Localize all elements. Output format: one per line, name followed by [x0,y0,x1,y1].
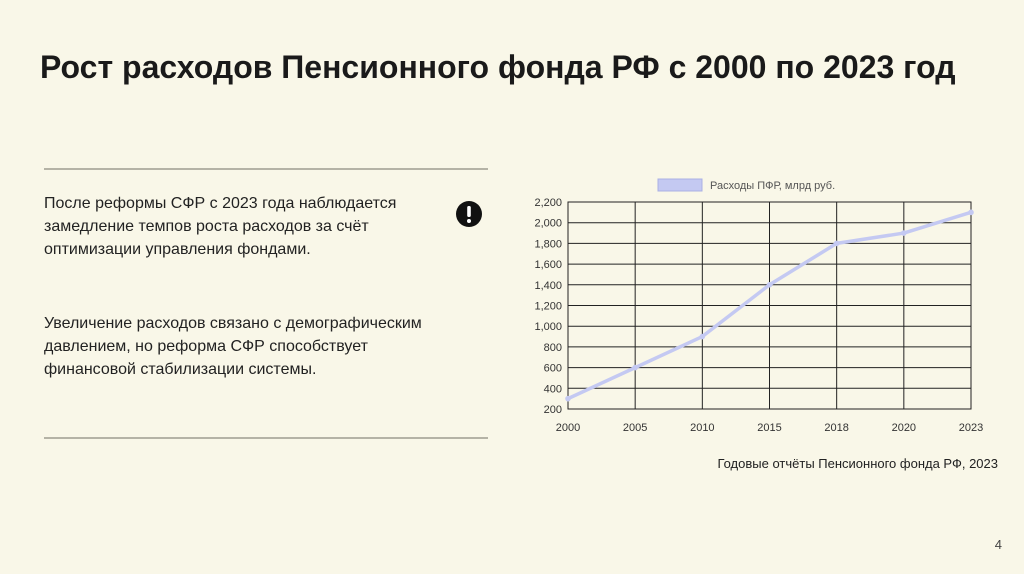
x-tick-label: 2020 [891,422,917,434]
y-tick-label: 2,200 [534,197,562,209]
line-chart [510,170,1000,442]
x-tick-label: 2005 [622,422,648,434]
x-tick-label: 2015 [757,422,782,434]
x-tick-label: 2018 [824,422,849,434]
data-point [834,241,840,247]
text-paragraph-1: После реформы СФР с 2023 года наблюдается замедление темпов роста расходов за счёт оптимизации управления фондами. [44,195,397,258]
y-tick-label: 400 [543,383,562,396]
exclamation-circle-icon [455,200,483,228]
y-tick-label: 1,200 [534,300,562,313]
data-point [565,396,571,402]
data-point [632,365,638,371]
slide-title: Рост расходов Пенсионного фонда РФ с 2000 по 2023 год [40,49,956,85]
y-tick-label: 1,400 [534,279,562,292]
legend-label: Расходы ПФР, млрд руб. [710,180,836,192]
x-tick-label: 2000 [555,422,581,434]
text-paragraph-2: Увеличение расходов связано с демографическим давлением, но реформа СФР способствует финансовой стабилизации системы. [44,315,422,378]
data-point [767,282,773,288]
x-tick-label: 2010 [690,422,715,434]
divider-top [44,168,488,170]
data-point [700,334,706,340]
divider-bottom [44,437,488,439]
data-point [968,210,974,216]
x-tick-label: 2023 [958,422,984,434]
data-point [901,230,907,236]
page-number: 4 [994,537,1002,552]
y-tick-label: 2,000 [534,217,562,230]
source-caption: Годовые отчёты Пенсионного фонда РФ, 2023 [717,456,998,471]
y-tick-label: 1,000 [534,321,562,334]
legend-swatch [658,179,702,191]
y-tick-label: 1,600 [534,259,562,272]
y-tick-label: 600 [543,362,562,375]
y-tick-label: 1,800 [534,238,562,251]
y-tick-label: 200 [543,404,562,416]
chart-svg [510,170,1000,442]
y-tick-label: 800 [543,341,562,354]
